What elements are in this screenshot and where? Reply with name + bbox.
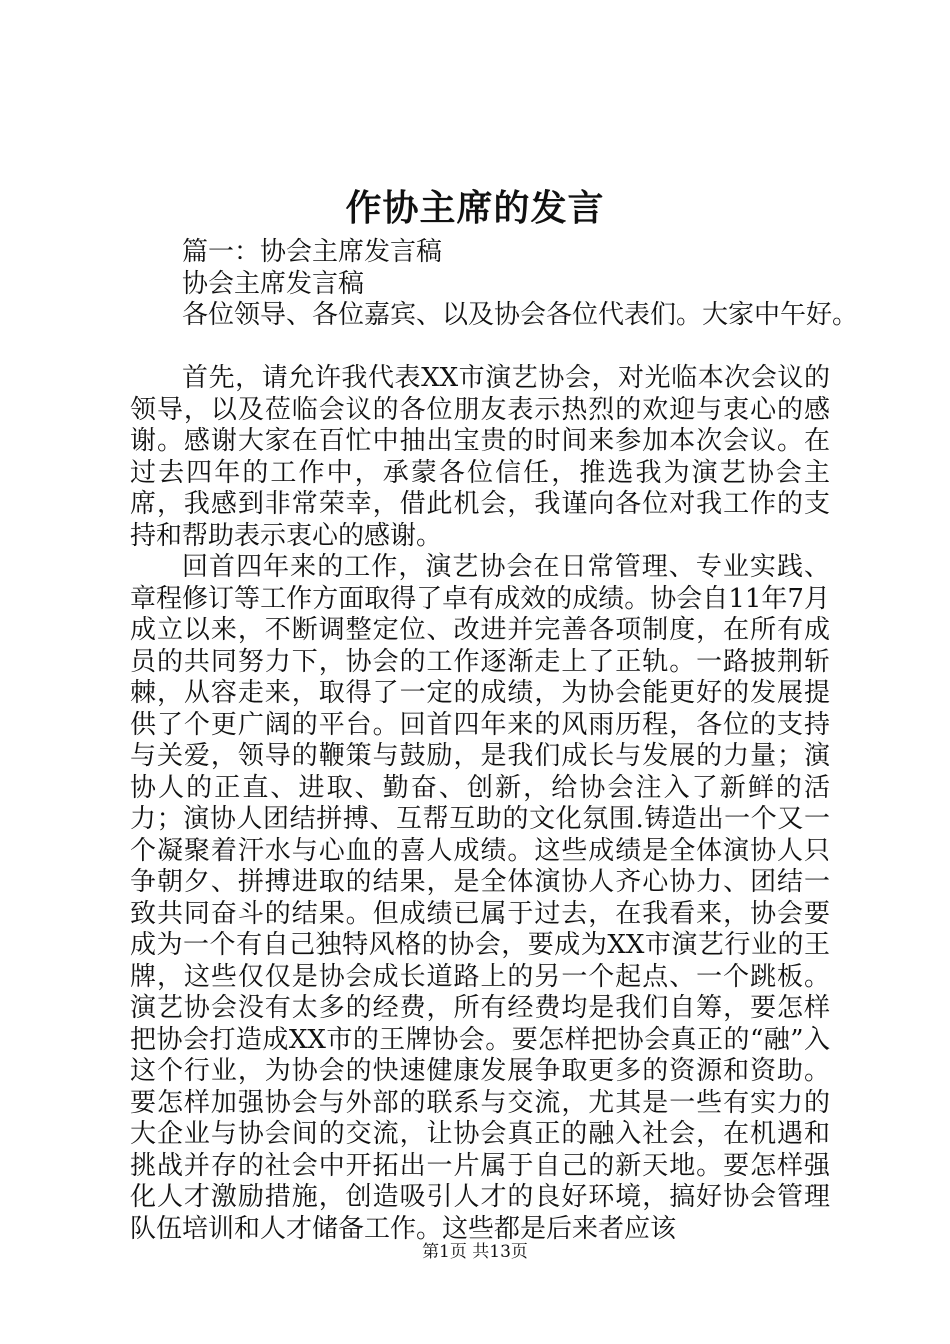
paragraph: 首先，请允许我代表XX市演艺协会，对光临本次会议的领导，以及莅临会议的各位朋友表示热烈的欢迎与衷心的感谢。感谢大家在百忙中抽出宝贵的时间来参加本次会议。在过去四年的工作中，承蒙各位信任，推选我为演艺协会主席，我感到非常荣幸，借此机会，我谨向各位对我工作的支持和帮助表示衷心的感谢。: [130, 363, 830, 551]
document-body: [130, 237, 859, 1245]
paragraph: 回首四年来的工作，演艺协会在日常管理、专业实践、章程修订等工作方面取得了卓有成效的成绩。协会自11年7月成立以来，不断调整定位、改进并完善各项制度，在所有成员的共同努力下，协会的工作逐渐走上了正轨。一路披荆斩棘，从容走来，取得了一定的成绩，为协会能更好的发展提供了个更广阔的平台。回首四年来的风雨历程，各位的支持与关爱，领导的鞭策与鼓励，是我们成长与发展的力量；演协人的正直、进取、勤奋、创新，给协会注入了新鲜的活力；演协人团结拼搏、互帮互助的文化氛围.铸造出一个又一个凝聚着汗水与心血的喜人成绩。这些成绩是全体演协人只争朝夕、拼搏进取的结果，是全体演协人齐心协力、团结一致共同奋斗的结果。但成绩已属于过去，在我看来，协会要成为一个有自己独特风格的协会，要成为XX市演艺行业的王牌，这些仅仅是协会成长道路上的另一个起点、一个跳板。演艺协会没有太多的经费，所有经费均是我们自筹，要怎样把协会打造成XX市的王牌协会。要怎样把协会真正的“融”入这个行业，为协会的快速健康发展争取更多的资源和资助。要怎样加强协会与外部的联系与交流，尤其是一些有实力的大企业与协会间的交流，让协会真正的融入社会，在机遇和挑战并存的社会中开拓出一片属于自己的新天地。要怎样强化人才激励措施，创造吸引人才的良好环境，搞好协会管理队伍培训和人才储备工作。这些都是后来者应该: [130, 552, 830, 1244]
greeting-line: 各位领导、各位嘉宾、以及协会各位代表们。大家中午好。: [182, 300, 859, 330]
page-number: 第1页 共13页: [422, 1242, 528, 1262]
document-title: 作协主席的发言: [345, 187, 605, 229]
speech-title: 协会主席发言稿: [182, 268, 365, 299]
blank-line: [130, 332, 830, 364]
section-heading: 篇一：协会主席发言稿: [182, 237, 443, 267]
